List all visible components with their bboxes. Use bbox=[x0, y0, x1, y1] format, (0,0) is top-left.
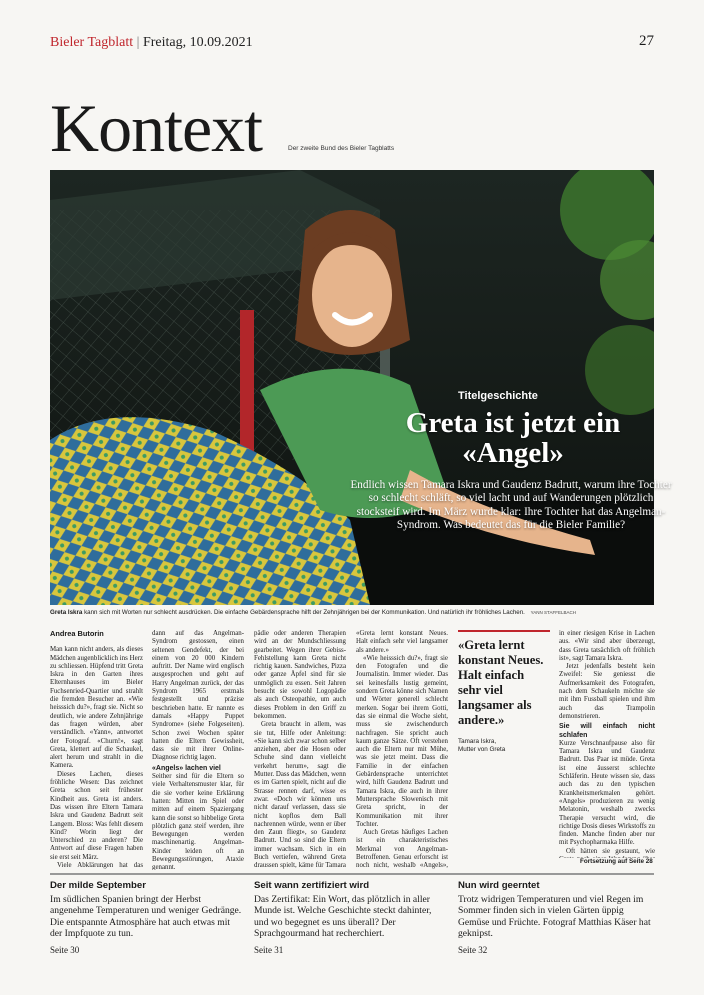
pull-quote-text: «Greta lernt konstant Neues. Halt einfach sehr viel langsamer als andere.» bbox=[458, 638, 544, 727]
article-column-1 bbox=[50, 630, 143, 870]
teaser-page: Seite 30 bbox=[50, 945, 80, 956]
article-column-6 bbox=[559, 630, 655, 858]
teaser-title: Nun wird geerntet bbox=[458, 880, 540, 891]
photo-caption bbox=[50, 609, 654, 616]
paragraph: «Greta lernt konstant Neues. Halt einfach sehr viel langsamer als andere.» bbox=[356, 630, 448, 654]
teaser-september[interactable] bbox=[50, 880, 244, 955]
paragraph: dann auf das Angelman-Syndrom gestossen, einen seltenen Gendefekt, der bei einem von 20 000 Kindern auftritt. Der Name wird englisch ausgesprochen und geht auf Harry Angelman zurück, der das Syndrom 1965 erstmals festgestellt und präzise beschrieben hatte. Er nannte es damals «Happy Puppet Syndrome» (siehe Folgeseiten). Schon zwei Wochen später hatten die Eltern Gewissheit, dass sie mit ihrer Online-Diagnose richtig lagen. bbox=[152, 630, 244, 762]
paragraph: Jetzt jedenfalls besteht kein Zweifel: Sie geniesst die Aufmerksamkeit des Fotografen, nach dem Schaukeln möchte sie mit ihm Fussball spielen und ihm auch das Trampolin demonstrieren. bbox=[559, 663, 655, 720]
teaser-ernte[interactable] bbox=[458, 880, 654, 955]
article-author: Andrea Butorin bbox=[50, 630, 104, 638]
article-column-4 bbox=[356, 630, 448, 870]
photo-illustration bbox=[50, 170, 654, 605]
paragraph: pädie oder anderen Therapien wird an der Mundschliessung gearbeitet. Wegen ihrer Gebiss-Fehlstellung kann Greta nicht richtig kauen. Sandwiches, Pizza oder ganze Äpfel sind für sie unmöglich zu essen. Seit Jahren besucht sie sowohl Logopädie als auch Osteopathie, um auch dieses Problem in den Griff zu bekommen. bbox=[254, 630, 346, 720]
paper-name: Bieler Tagblatt bbox=[50, 35, 134, 50]
quote-name: Tamara Iskra, bbox=[458, 738, 497, 745]
teaser-text: Das Zertifikat: Ein Wort, das plötzlich in aller Munde ist. Welche Geschichte steckt dahinter, und wo begegnet es uns überall? Der Sprachgourmand hat recherchiert. bbox=[254, 894, 432, 939]
pull-quote bbox=[458, 630, 550, 754]
pull-quote-source bbox=[458, 738, 550, 754]
issue-date: Freitag, 10.09.2021 bbox=[142, 35, 253, 50]
article-lead: Endlich wissen Tamara Iskra und Gaudenz Badrutt, warum ihre Tochter so schlecht schläft, so viel lacht und auf Wanderungen plötzlich stocksteif wird. Im März wurde klar: Ihre Tochter hat das Angelman-Syndrom. Was bedeutet das für die Bieler Familie? bbox=[350, 479, 672, 532]
section-title: Kontext bbox=[50, 90, 263, 166]
caption-name: Greta Iskra bbox=[50, 609, 83, 616]
paragraph: Greta braucht in allem, was sie tut, Hilfe oder Anleitung: «Sie kann sich zwar schon selber anziehen, aber die Hosen oder Schuhe sind dann vielleicht verkehrt herum», sagt die Mutter. Dass das Mädchen, wenn es im Garten spielt, nicht auf die Strasse rennen darf, wisse es zwar. «Doch wir können uns nicht darauf verlassen, dass sie nicht kopflos dem Ball nachrennen würde, wenn er über den Zaun fliegt», so Gaudenz Badrutt. Und so sind die Eltern immer wachsam. Sich in ein Buch vertiefen, während Greta draussen spielt, käme für Tamara bbox=[254, 721, 346, 870]
cover-photo bbox=[50, 170, 654, 605]
article-headline: Greta ist jetzt ein «Angel» bbox=[405, 407, 621, 469]
masthead bbox=[50, 35, 253, 51]
subheading: Sie will einfach nicht schlafen bbox=[559, 723, 655, 739]
paragraph: in einer riesigen Krise in Lachen aus. «Wir sind aber überzeugt, dass Greta tatsächlich oft fröhlich ist», sagt Tamara Iskra. bbox=[559, 630, 655, 662]
paragraph: Oft hätten sie gestaunt, wie bbox=[566, 847, 655, 855]
paragraph: Auch Gretas häufiges Lachen ist ein charakteristisches Merkmal von Angelman-Betroffenen. Genau erforscht ist noch nicht, weshalb «Angels», bbox=[356, 829, 448, 870]
teaser-divider bbox=[50, 873, 654, 875]
article-overline: Titelgeschichte bbox=[458, 390, 538, 402]
teaser-zertifikat[interactable] bbox=[254, 880, 448, 955]
subheading: «Angels» lachen viel bbox=[152, 764, 221, 772]
paragraph: Seither sind für die Eltern so viele Verhaltensmuster klar, für die sie vorher keine Erklärung hatten: Mitten im Spiel oder mitten auf einem Spaziergang kann die sonst so hibbelige Greta plötzlich ganz steif werden, ihre Bewegungen werden maschinenartig. Angelman-Kinder leiden oft an Bewegungsstörungen, Ataxie genannt. bbox=[152, 773, 244, 870]
paragraph: Kurze Verschnaufpause also für Tamara Iskra und Gaudenz Badrutt. Das Paar ist müde. Greta ist eine äusserst schlechte Schläferin. Heute wissen sie, dass auch das zu den typischen Krankheitsmerkmalen gehört. «Angels» produzieren zu wenig Melatonin, weshalb zwecks Therapie versucht wird, die richtige Dosis dieses Wirkstoffs zu finden. Manche finden aber nur mit Psychopharmaka Hilfe. bbox=[559, 739, 655, 847]
teaser-title: Seit wann zertifiziert wird bbox=[254, 880, 370, 891]
continued-link[interactable]: Fortsetzung auf Seite 28 bbox=[580, 858, 653, 865]
quote-role: Mutter von Greta bbox=[458, 746, 506, 753]
paragraph: Man kann nicht anders, als dieses Mädchen augenblicklich ins Herz zu schliessen. Hüpfend tritt Greta Iskra in den Garten ihres Elternhauses im Bieler Fuchsenried-Quartier und strahlt die fremden Besucher an. «Wie heisssich du?», fragt sie. Nicht so deutlich, wie andere Zehnjährige das fragen würden, aber verständlich. «Yann», antwortet der Fotograf. «Churn!», sagt Greta, klettert auf die Schaukel, alert herum und strahlt in die Kamera. bbox=[50, 646, 143, 770]
caption-text: kann sich mit Worten nur schlecht ausdrücken. Die einfache Gebärdensprache hilft der Zehnjährigen bei der Kommunikation. Und natürlich ihr fröhliches Lachen. bbox=[84, 609, 525, 616]
teaser-text: Trotz widrigen Temperaturen und viel Regen im Sommer finden sich in vielen Gärten üppig Gemüse und Früchte. Fotograf Matthias Käser hat geknipst. bbox=[458, 894, 651, 939]
masthead-separator: | bbox=[136, 35, 140, 50]
teaser-text: Im südlichen Spanien bringt der Herbst angenehme Temperaturen und weniger Gedränge. Die entspannte Atmosphäre hat auch etwas mit der Impfquote zu tun. bbox=[50, 894, 242, 939]
article-column-2 bbox=[152, 630, 244, 870]
paragraph: Dieses Lachen, dieses fröhliche Wesen: Das zeichnet Greta schon seit frühester Kindheit aus. Greta ist anders. Das wissen ihre Eltern Tamara Iskra und Gaudenz Badrutt seit Langem. Bloss: Was fehlt diesem Kind? Worin liegt der Unterschied zu anderen? Die Antwort auf diese Fragen haben sie erst seit März. bbox=[50, 770, 143, 861]
teaser-title: Der milde September bbox=[50, 880, 146, 891]
teaser-page: Seite 32 bbox=[458, 945, 488, 956]
article-column-3 bbox=[254, 630, 346, 870]
teaser-page: Seite 31 bbox=[254, 945, 284, 956]
section-subtitle: Der zweite Bund des Bieler Tagblatts bbox=[288, 145, 395, 152]
page-number: 27 bbox=[639, 33, 654, 49]
photo-credit: YANN STAFFELBACH bbox=[530, 610, 576, 615]
paragraph: «Wie heisssich du?», fragt sie den Fotografen und die Journalistin. Immer wieder. Das sei keinesfalls lustig gemeint, sondern Greta könne sich Namen und Wörter generell schlecht merken. Sogar bei ihrem Gotti, das sie einmal die Woche sieht, muss sie zwischendurch nachfragen. Sie spricht auch kaum ganze Sätze. Oft verstehen auch die Eltern nur mit Mühe, was sie jetzt meint. Dass die Familie in der einfachen Gebärdensprache unterrichtet wird, hilft Gaudenz Badrutt und Tamara Iskra, die auch in ihrer Muttersprache Slowenisch mit Greta spricht, in der Kommunikation mit ihrer Tochter. bbox=[356, 654, 448, 828]
paragraph: Viele Abklärungen hat das bbox=[57, 862, 143, 870]
